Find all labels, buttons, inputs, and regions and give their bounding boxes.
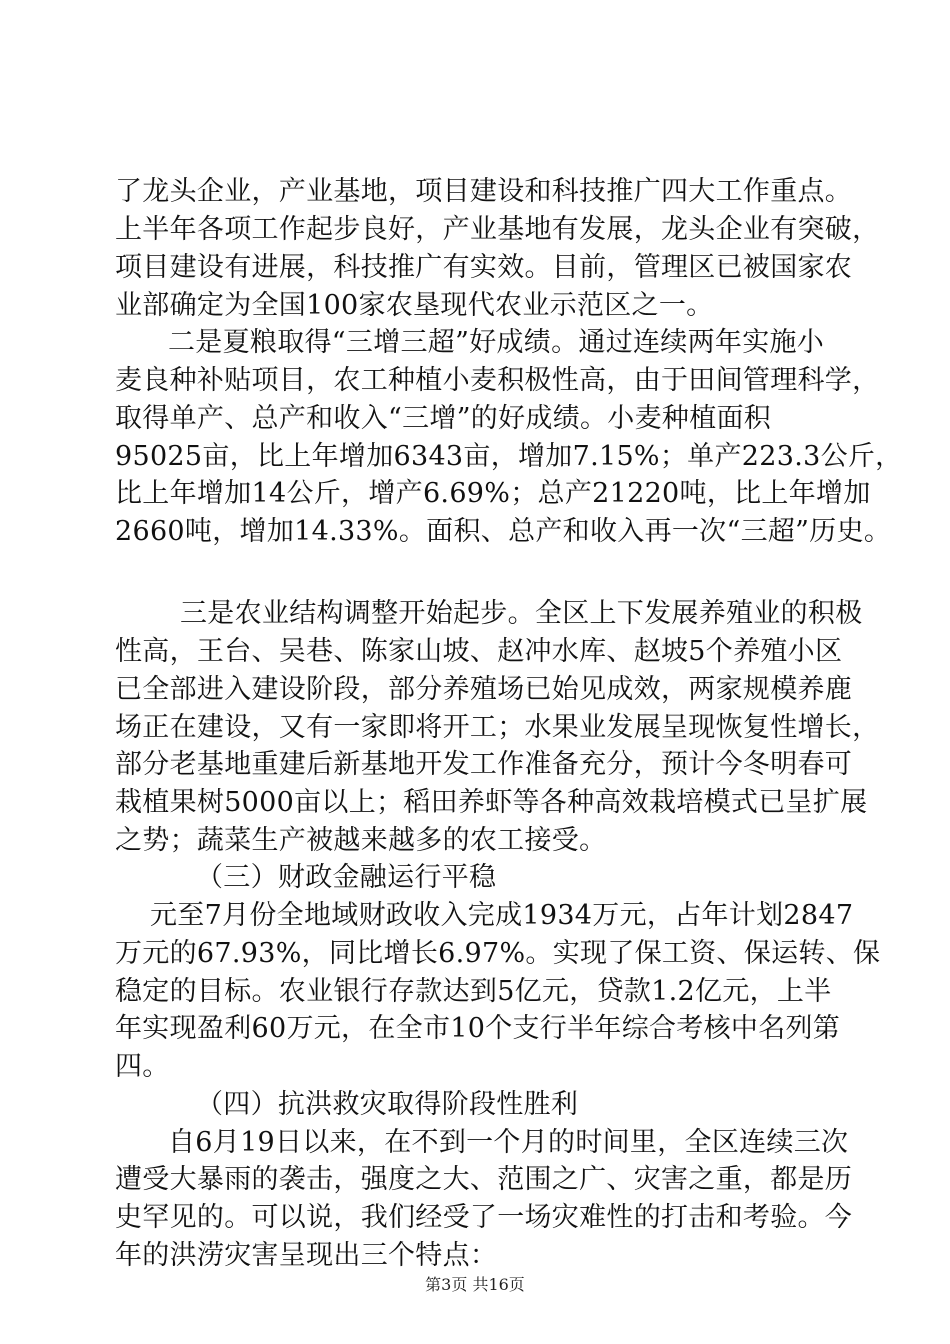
text-line: 场正在建设，又有一家即将开工；水果业发展呈现恢复性增长， [115,712,880,743]
text-line: 了龙头企业，产业基地，项目建设和科技推广四大工作重点。 [115,176,853,207]
page-footer: 第3页 共16页 [425,1275,525,1294]
text-line: 年的洪涝灾害呈现出三个特点： [115,1240,498,1271]
text-line: 已全部进入建设阶段，部分养殖场已始见成效，两家规模养鹿 [115,674,853,705]
text-line: 之势；蔬菜生产被越来越多的农工接受。 [115,825,607,856]
section-heading: （四）抗洪救灾取得阶段性胜利 [196,1089,579,1120]
text-line: 三是农业结构调整开始起步。全区上下发展养殖业的积极 [180,598,863,629]
text-line: 麦良种补贴项目，农工种植小麦积极性高，由于田间管理科学， [115,365,880,396]
text-line: 元至7月份全地域财政收入完成1934万元，占年计划2847 [150,900,854,931]
text-line: 取得单产、总产和收入“三增”的好成绩。小麦种植面积 [115,403,772,434]
text-line: 万元的67.93%，同比增长6.97%。实现了保工资、保运转、保 [115,938,881,969]
text-line: 遭受大暴雨的袭击，强度之大、范围之广、灾害之重，都是历 [115,1164,853,1195]
text-line: 史罕见的。可以说，我们经受了一场灾难性的打击和考验。今 [115,1202,853,1233]
text-line: 比上年增加14公斤，增产6.69%；总产21220吨，比上年增加 [115,478,871,509]
text-line: 95025亩，比上年增加6343亩，增加7.15%；单产223.3公斤， [115,441,903,472]
text-line: 稳定的目标。农业银行存款达到5亿元，贷款1.2亿元，上半 [115,976,832,1007]
text-line: 上半年各项工作起步良好，产业基地有发展，龙头企业有突破， [115,214,880,245]
text-line: 性高，王台、吴巷、陈家山坡、赵冲水库、赵坡5个养殖小区 [115,636,843,667]
text-line: 部分老基地重建后新基地开发工作准备充分，预计今冬明春可 [115,749,853,780]
text-line: 二是夏粮取得“三增三超”好成绩。通过连续两年实施小 [168,327,825,358]
text-line: 年实现盈利60万元，在全市10个支行半年综合考核中名列第 [115,1013,841,1044]
text-line: 2660吨，增加14.33%。面积、总产和收入再一次“三超”历史。 [115,516,892,547]
text-line: 栽植果树5000亩以上；稻田养虾等各种高效栽培模式已呈扩展 [115,787,868,818]
text-line: 业部确定为全国100家农垦现代农业示范区之一。 [115,290,714,321]
text-line: 四。 [115,1051,170,1082]
section-heading: （三）财政金融运行平稳 [196,862,497,893]
text-line: 自6月19日以来，在不到一个月的时间里，全区连续三次 [168,1127,849,1158]
text-line: 项目建设有进展，科技推广有实效。目前，管理区已被国家农 [115,252,853,283]
